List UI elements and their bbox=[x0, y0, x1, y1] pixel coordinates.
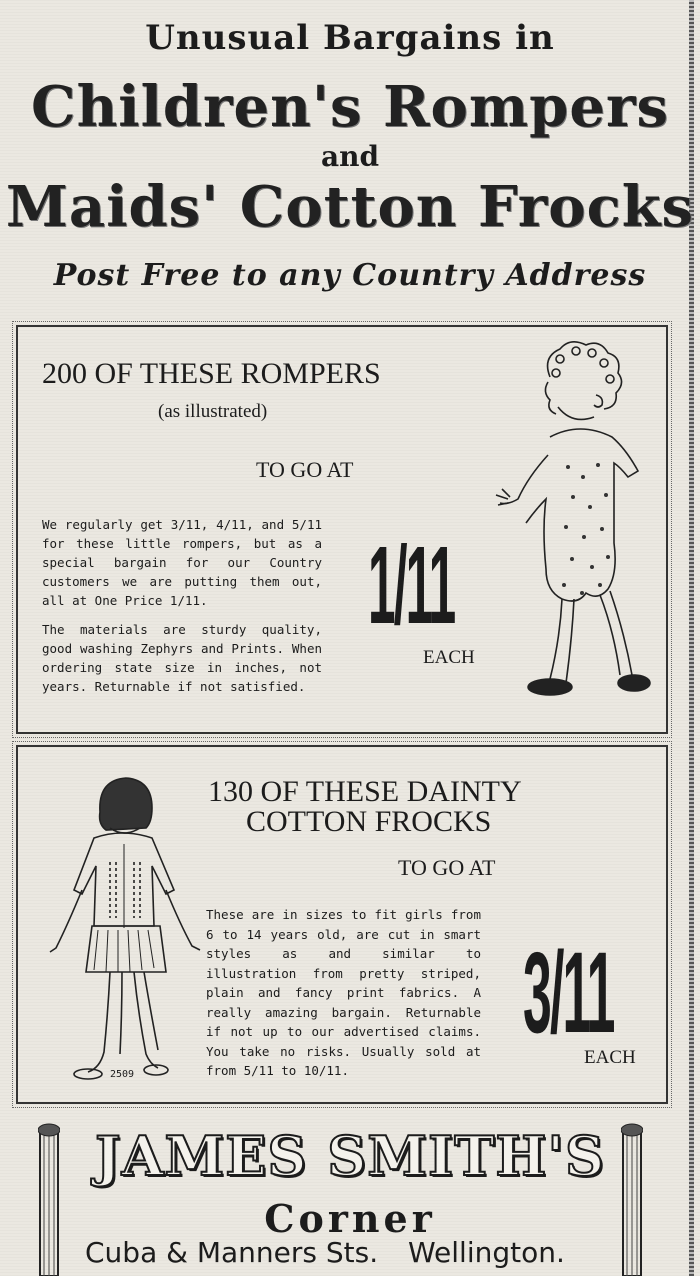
rompers-price: 1/11 bbox=[368, 524, 455, 647]
frocks-offer-box bbox=[16, 745, 668, 1104]
store-corner: Corner bbox=[264, 1196, 436, 1241]
frocks-description bbox=[206, 905, 481, 1081]
rompers-offer-box bbox=[16, 325, 668, 734]
frocks-each-label: EACH bbox=[584, 1047, 636, 1068]
headline-and: and bbox=[320, 140, 380, 173]
frocks-to-go-at: TO GO AT bbox=[398, 855, 496, 880]
post-free-tagline: Post Free to any Country Address bbox=[53, 258, 647, 293]
rompers-to-go-at: TO GO AT bbox=[256, 457, 354, 482]
rompers-headline: 200 OF THESE ROMPERS bbox=[42, 357, 381, 390]
frocks-price: 3/11 bbox=[523, 929, 614, 1057]
store-address: Cuba & Manners Sts. bbox=[85, 1236, 379, 1269]
store-city: Wellington. bbox=[408, 1236, 565, 1269]
store-name: JAMES SMITH'S bbox=[95, 1124, 605, 1188]
rompers-each-label: EACH bbox=[423, 647, 475, 668]
headline-frocks: Maids' Cotton Frocks bbox=[5, 174, 695, 240]
rompers-body-paragraph-2: The materials are sturdy quality, good washing Zephyrs and Prints. When ordering state size in inches, not years. Returnable if not satisfied. bbox=[42, 622, 322, 694]
rompers-body-paragraph-1: We regularly get 3/11, 4/11, and 5/11 for these little rompers, but as a special bargain for our Country customers we are putting them out, all at One Price 1/11. bbox=[42, 517, 322, 608]
frock-figure-number: 2509 bbox=[110, 1069, 135, 1080]
rompers-subhead: (as illustrated) bbox=[158, 401, 268, 422]
headline-rompers: Children's Rompers bbox=[31, 74, 669, 140]
girl-frock-illustration bbox=[38, 772, 208, 1092]
frocks-headline-line-2: COTTON FROCKS bbox=[246, 805, 492, 838]
frocks-headline-line-1: 130 OF THESE DAINTY bbox=[208, 775, 522, 808]
frocks-body-paragraph: These are in sizes to fit girls from 6 to 14 years old, are cut in smart styles as and similar to illustration from pretty striped, plain and fancy print fabrics. A really amazing bargain. Returnable if not up to our advertised claims. You take no risks. Usually sold at from 5/11 to 10/11. bbox=[206, 907, 481, 1078]
headline-intro: Unusual Bargains in bbox=[145, 18, 555, 58]
rompers-description bbox=[42, 515, 322, 706]
child-romper-illustration bbox=[488, 337, 663, 722]
